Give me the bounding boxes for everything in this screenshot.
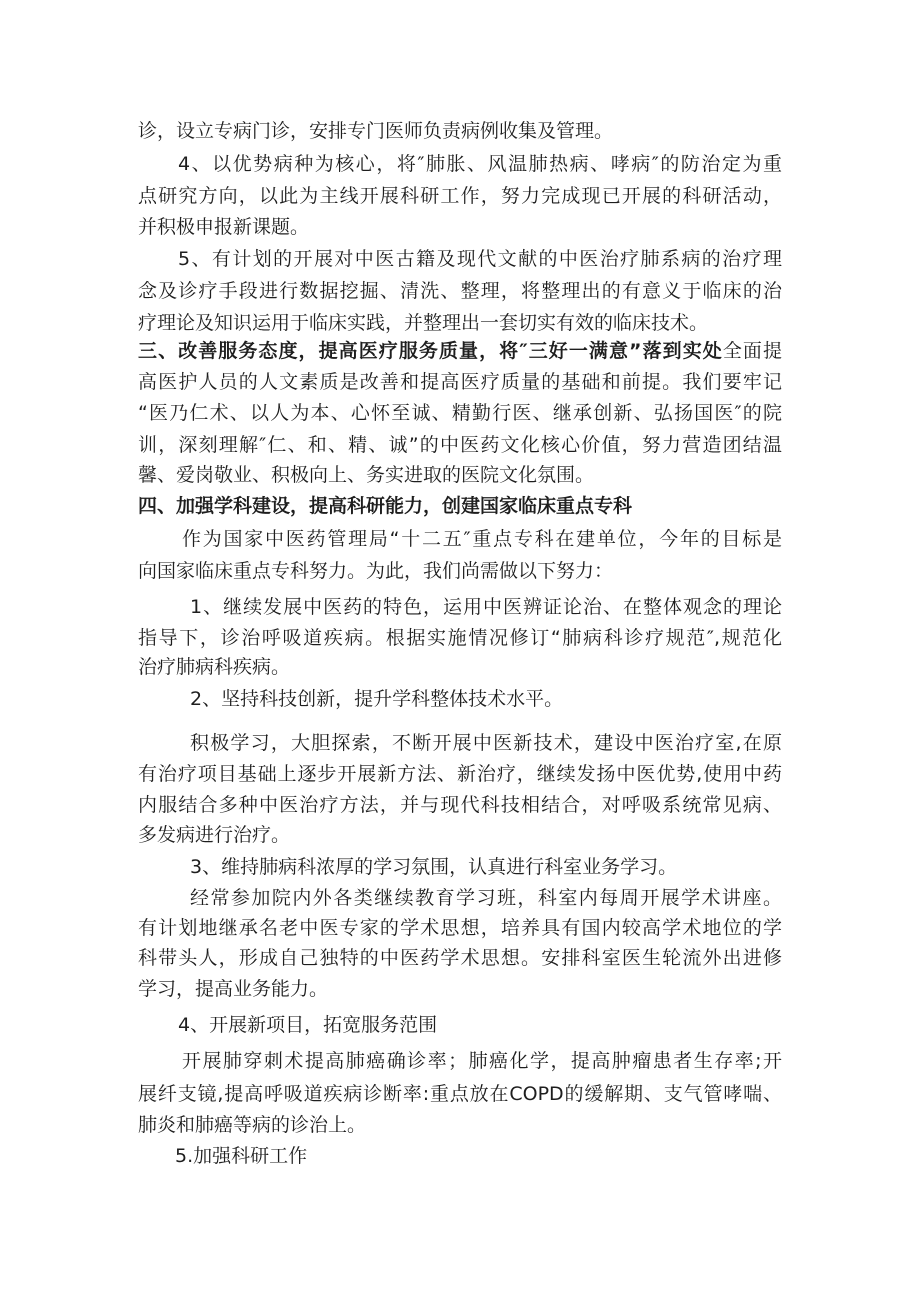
paragraph-line: 有治疗项目基础上逐步开展新方法、新治疗，继续发扬中医优势,使用中药 [138, 763, 782, 785]
paragraph-text: 全面提 [722, 340, 782, 362]
paragraph-line: 经常参加院内外各类继续教育学习班，科室内每周开展学术讲座。 [190, 887, 782, 909]
paragraph-line: 馨、爱岗敬业、积极向上、务实进取的医院文化氛围。 [138, 464, 595, 486]
paragraph-line: 指导下，诊治呼吸道疾病。根据实施情况修订“肺病科诊疗规范″,规范化 [138, 627, 782, 649]
paragraph-line: 内服结合多种中医治疗方法，并与现代科技相结合，对呼吸系统常见病、 [138, 794, 782, 816]
paragraph-line: 作为国家中医药管理局“十二五″重点专科在建单位，今年的目标是 [182, 528, 782, 550]
paragraph-line: 多发病进行治疗。 [138, 824, 291, 846]
paragraph-line: 3、维持肺病科浓厚的学习氛围，认真进行科室业务学习。 [190, 856, 678, 878]
paragraph-line: 治疗肺病科疾病。 [138, 656, 291, 678]
paragraph-line: 学习，提高业务能力。 [138, 978, 329, 1000]
paragraph-line: 4、以优势病种为核心，将″肺胀、风温肺热病、哮病″的防治定为重 [178, 153, 782, 175]
paragraph-line: 训，深刻理解″仁、和、精、诚”的中医药文化核心价值，努力营造团结温 [138, 434, 782, 456]
paragraph-line: 2、坚持科技创新，提升学科整体技术水平。 [190, 688, 564, 710]
paragraph-line: 并积极申报新课题。 [138, 216, 310, 238]
paragraph-line: 点研究方向，以此为主线开展科研工作，努力完成现已开展的科研活动， [138, 185, 782, 207]
paragraph-line: 高医护人员的人文素质是改善和提高医疗质量的基础和前提。我们要牢记 [138, 371, 782, 393]
paragraph-line: 诊，设立专病门诊，安排专门医师负责病例收集及管理。 [138, 120, 614, 142]
paragraph-line: 积极学习，大胆探索，不断开展中医新技术，建设中医治疗室,在原 [190, 732, 782, 754]
section-heading: 三、改善服务态度，提高医疗服务质量，将″三好一满意”落到实处 [138, 340, 723, 362]
paragraph-line: 科带头人，形成自己独特的中医药学术思想。安排科室医生轮流外出进修 [138, 947, 782, 969]
paragraph-line: “医乃仁术、以人为本、心怀至诚、精勤行医、继承创新、弘扬国医″的院 [138, 402, 782, 424]
paragraph-line: 5、有计划的开展对中医古籍及现代文献的中医治疗肺系病的治疗理 [178, 248, 782, 270]
paragraph-line: 5.加强科研工作 [175, 1145, 308, 1167]
paragraph-line: 肺炎和肺癌等病的诊治上。 [138, 1114, 367, 1136]
paragraph-line [138, 338, 782, 364]
paragraph-line: 向国家临床重点专科努力。为此，我们尚需做以下努力： [138, 560, 614, 582]
paragraph-line: 念及诊疗手段进行数据挖掘、清洗、整理，将整理出的有意义于临床的治 [138, 280, 782, 302]
paragraph-line: 展纤支镜,提高呼吸道疾病诊断率:重点放在COPD的缓解期、支气管哮喘、 [138, 1083, 782, 1105]
paragraph-line: 1、继续发展中医药的特色，运用中医辨证论治、在整体观念的理论 [190, 596, 782, 618]
section-heading: 四、加强学科建设，提高科研能力，创建国家临床重点专科 [138, 495, 633, 517]
paragraph-line: 开展肺穿刺术提高肺癌确诊率；肺癌化学，提高肿瘤患者生存率;开 [182, 1050, 782, 1072]
paragraph-line: 4、开展新项目，拓宽服务范围 [178, 1014, 438, 1036]
paragraph-line: 疗理论及知识运用于临床实践，并整理出一套切实有效的临床技术。 [138, 312, 709, 334]
paragraph-line: 有计划地继承名老中医专家的学术思想，培养具有国内较高学术地位的学 [138, 917, 782, 939]
